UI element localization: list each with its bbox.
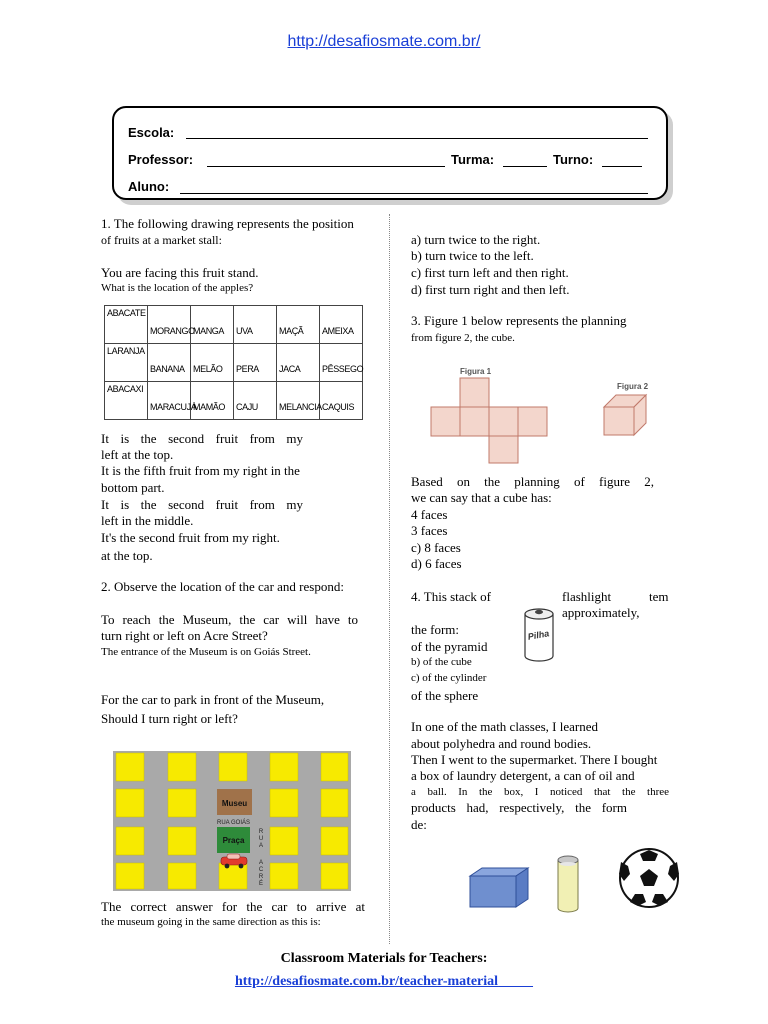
q4-heading-b: flashlight <box>562 589 612 604</box>
products-figure <box>462 848 694 918</box>
q3-option-a: 4 faces <box>411 507 448 522</box>
student-info-box <box>112 106 668 200</box>
q2-paragraph-3: The correct answer for the car to arrive at <box>101 899 365 914</box>
table-cell: CAJU <box>234 382 277 420</box>
table-cell: ABACATE <box>105 306 148 344</box>
table-cell: UVA <box>234 306 277 344</box>
q4-paragraph-4: a box of laundry detergent, a can of oil and <box>411 768 635 783</box>
footer-title: Classroom Materials for Teachers: <box>280 951 488 966</box>
q2-paragraph-1-cont: turn right or left on Acre Street? <box>101 628 268 643</box>
q3-option-d: d) 6 faces <box>411 556 462 571</box>
q4-heading-c: tem <box>649 589 669 604</box>
q3-heading-cont: from figure 2, the cube. <box>411 332 515 344</box>
q2-option-a: a) turn twice to the right. <box>411 232 541 247</box>
q1-question: What is the location of the apples? <box>101 282 254 294</box>
figura-1-label: Figura 1 <box>460 367 492 376</box>
turma-input-line[interactable] <box>503 166 547 167</box>
q1-option-a-cont: left at the top. <box>101 447 174 462</box>
q3-paragraph: Based on the planning of figure 2, <box>411 474 654 489</box>
column-divider <box>389 214 390 944</box>
table-cell: MARACUJÁ <box>148 382 191 420</box>
turno-input-line[interactable] <box>602 166 642 167</box>
q1-facing-text: You are facing this fruit stand. <box>101 265 259 280</box>
q4-heading-cont: approximately, <box>562 605 640 620</box>
q4-option-a: of the pyramid <box>411 639 488 654</box>
cube-net-figure <box>410 363 670 465</box>
q4-paragraph-1: In one of the math classes, I learned <box>411 719 598 734</box>
aluno-input-line[interactable] <box>180 193 648 194</box>
figura-2-label: Figura 2 <box>617 382 649 391</box>
table-row <box>105 306 363 344</box>
svg-text:A: A <box>258 843 264 849</box>
q1-heading: 1. The following drawing represents the position <box>101 216 354 231</box>
q2-paragraph-2-cont: Should I turn right or left? <box>101 711 238 726</box>
cube-drawing <box>604 395 646 435</box>
ball-shape <box>619 849 679 907</box>
q4-form-label: the form: <box>411 622 460 637</box>
q3-paragraph-cont: we can say that a cube has: <box>411 490 552 505</box>
svg-text:U: U <box>258 836 264 842</box>
q1-option-c: It is the second fruit from my <box>101 497 303 512</box>
q4-heading-a: 4. This stack of <box>411 589 491 604</box>
svg-text:R: R <box>258 874 264 880</box>
svg-text:A: A <box>258 860 264 866</box>
q4-option-c: c) of the cylinder <box>411 672 487 684</box>
q1-option-c-cont: left in the middle. <box>101 513 194 528</box>
q2-option-d: d) first turn right and then left. <box>411 282 570 297</box>
table-cell: MANGA <box>191 306 234 344</box>
table-cell: MAMÃO <box>191 382 234 420</box>
box-shape <box>470 868 528 907</box>
table-cell: CAQUIS <box>320 382 363 420</box>
q2-paragraph-2: For the car to park in front of the Museum, <box>101 692 325 707</box>
q1-option-a: It is the second fruit from my <box>101 431 303 446</box>
q4-option-d: of the sphere <box>411 688 479 703</box>
escola-input-line[interactable] <box>186 138 648 139</box>
turno-label: Turno: <box>553 152 594 167</box>
street-map <box>113 751 351 891</box>
table-cell: PERA <box>234 344 277 382</box>
q3-option-b: 3 faces <box>411 523 448 538</box>
top-link[interactable]: http://desafiosmate.com.br/ <box>287 33 481 50</box>
q2-entrance-note: The entrance of the Museum is on Goiás Street. <box>101 646 311 658</box>
pilha-label: Pilha <box>527 628 550 642</box>
fruit-stand-table <box>104 305 363 420</box>
q3-heading: 3. Figure 1 below represents the planning <box>411 313 627 328</box>
table-cell: ABACAXI <box>105 382 148 420</box>
table-cell: MELANCIA <box>277 382 320 420</box>
q1-heading-cont: of fruits at a market stall: <box>101 233 222 247</box>
q2-paragraph-1: To reach the Museum, the car will have to <box>101 612 358 627</box>
q1-option-b: It is the fifth fruit from my right in the <box>101 463 300 478</box>
svg-text:É: É <box>258 881 264 887</box>
footer-link[interactable]: http://desafiosmate.com.br/teacher-material <box>234 974 499 989</box>
q4-option-b: b) of the cube <box>411 656 472 668</box>
q1-option-d-cont: at the top. <box>101 548 153 563</box>
can-shape <box>558 856 578 912</box>
rua-goias-label: RUA GOIÁS <box>217 820 251 826</box>
museum-label: Museu <box>221 799 248 808</box>
svg-text:C: C <box>258 867 264 873</box>
professor-label: Professor: <box>128 152 194 167</box>
q4-paragraph-6: products had, respectively, the form <box>411 800 627 815</box>
q4-paragraph-5: a ball. In the box, I noticed that the three <box>411 786 669 798</box>
table-cell: LARANJA <box>105 344 148 382</box>
q1-option-b-cont: bottom part. <box>101 480 165 495</box>
turma-label: Turma: <box>451 152 495 167</box>
battery-icon <box>520 604 560 666</box>
table-cell: AMEIXA <box>320 306 363 344</box>
q2-paragraph-3-cont: the museum going in the same direction as this is: <box>101 916 321 928</box>
professor-input-line[interactable] <box>207 166 445 167</box>
svg-text:R: R <box>258 829 264 835</box>
table-cell: PÊSSEGO <box>320 344 363 382</box>
table-row <box>105 382 363 420</box>
cube-net <box>431 378 547 463</box>
q4-paragraph-3: Then I went to the supermarket. There I bought <box>411 752 658 767</box>
q2-option-b: b) turn twice to the left. <box>411 248 534 263</box>
table-cell: BANANA <box>148 344 191 382</box>
aluno-label: Aluno: <box>128 179 170 194</box>
table-row <box>105 344 363 382</box>
q2-heading: 2. Observe the location of the car and respond: <box>101 579 344 594</box>
table-cell: MAÇÃ <box>277 306 320 344</box>
table-cell: MORANGO <box>148 306 191 344</box>
table-cell: JACA <box>277 344 320 382</box>
table-cell: MELÃO <box>191 344 234 382</box>
square-label: Praça <box>222 836 245 845</box>
q4-paragraph-2: about polyhedra and round bodies. <box>411 736 592 751</box>
escola-label: Escola: <box>128 125 175 140</box>
q1-option-d: It's the second fruit from my right. <box>101 530 280 545</box>
q2-option-c: c) first turn left and then right. <box>411 265 569 280</box>
q4-paragraph-7: de: <box>411 817 427 832</box>
q3-option-c: c) 8 faces <box>411 540 461 555</box>
